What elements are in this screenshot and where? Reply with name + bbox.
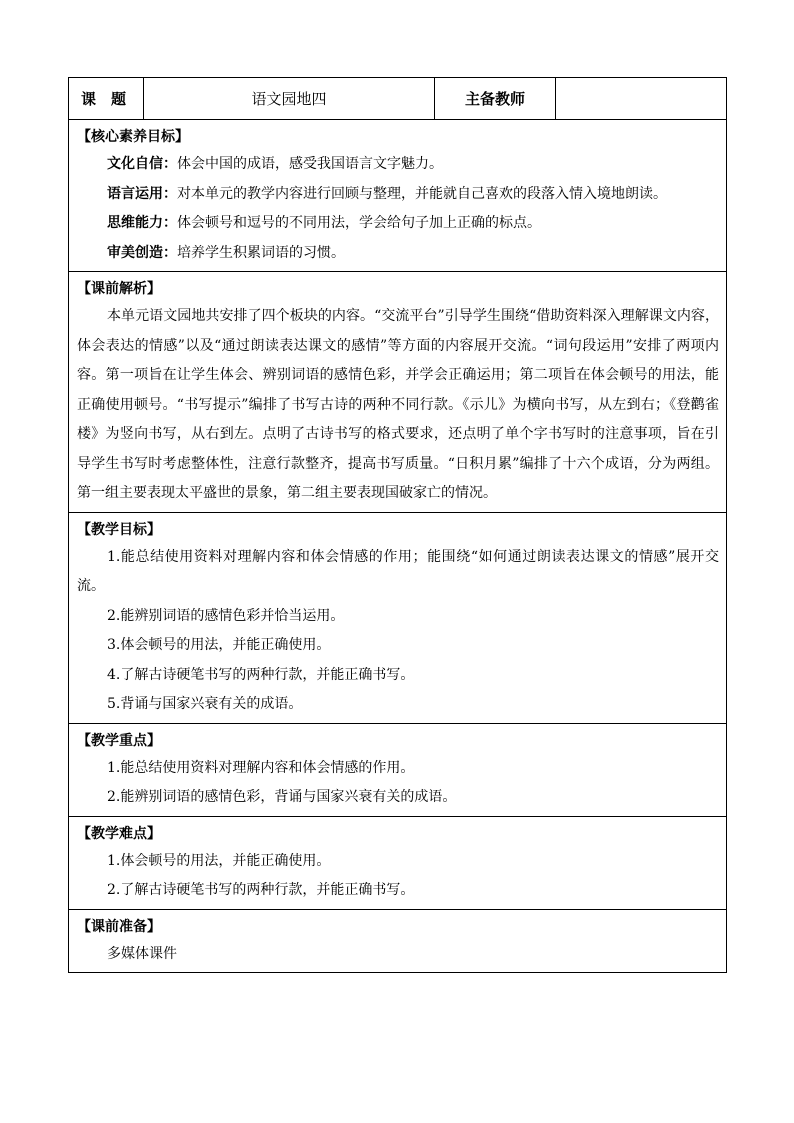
preparation-section — [69, 909, 727, 973]
teacher-value — [556, 78, 727, 120]
key-points-section — [69, 723, 727, 816]
key-point-item: 1.能总结使用资料对理解内容和体会情感的作用。 — [107, 759, 415, 776]
preparation-text: 多媒体课件 — [107, 945, 177, 962]
core-goal-label: 语言运用： — [107, 185, 177, 202]
analysis-section — [69, 272, 727, 513]
core-goal-item — [77, 209, 719, 239]
objectives-title: 【教学目标】 — [77, 521, 161, 538]
objective-item: 3.体会顿号的用法，并能正确使用。 — [107, 637, 331, 653]
key-point-item: 2.能辨别词语的感情色彩，背诵与国家兴衰有关的成语。 — [107, 789, 457, 805]
objective-item: 5.背诵与国家兴衰有关的成语。 — [107, 696, 303, 712]
core-goal-text: 对本单元的教学内容进行回顾与整理，并能就自己喜欢的段落入情入境地朗读。 — [177, 185, 667, 202]
objective-item: 4.了解古诗硬笔书写的两种行款，并能正确书写。 — [107, 666, 415, 683]
objective-item: 1.能总结使用资料对理解内容和体会情感的作用；能围绕“如何通过朗读表达课文的情感”展开交流。 — [77, 548, 719, 594]
difficulty-item: 2.了解古诗硬笔书写的两种行款，并能正确书写。 — [107, 882, 415, 898]
core-goal-label: 文化自信： — [107, 156, 177, 172]
preparation-title: 【课前准备】 — [77, 918, 161, 935]
objectives-row — [69, 512, 727, 723]
core-goal-text: 体会顿号和逗号的不同用法，学会给句子加上正确的标点。 — [177, 215, 541, 231]
core-goal-label: 思维能力： — [107, 215, 177, 231]
core-goal-text: 培养学生积累词语的习惯。 — [177, 244, 345, 261]
core-goal-text: 体会中国的成语，感受我国语言文字魅力。 — [177, 156, 443, 172]
core-goal-label: 审美创造： — [107, 244, 177, 261]
core-goal-item — [77, 180, 719, 210]
key-points-row — [69, 723, 727, 816]
analysis-text: 本单元语文园地共安排了四个板块的内容。“交流平台”引导学生围绕“借助资料深入理解课文内容，体会表达的情感”以及“通过朗读表达课文的感情”等方面的内容展开交流。“词句段运用”安排了两项内容。第一项旨在让学生体会、辨别词语的感情色彩，并学会正确运用；第二项旨在体会顿号的用法，能正确使用顿号。“书写提示”编排了书写古诗的两种不同行款。《示儿》为横向书写，从左到右；《登鹳雀楼》为竖向书写，从右到左。点明了古诗书写的格式要求，还点明了单个字书写时的注意事项，旨在引导学生书写时考虑整体性，注意行款整齐，提高书写质量。“日积月累”编排了十六个成语，分为两组。第一组主要表现太平盛世的景象，第二组主要表现国破家亡的情况。 — [77, 308, 719, 501]
analysis-title: 【课前解析】 — [77, 281, 161, 297]
key-points-title: 【教学重点】 — [77, 732, 161, 749]
teacher-label: 主备教师 — [435, 78, 556, 120]
topic-label: 课 题 — [69, 78, 144, 120]
core-goals-row — [69, 120, 727, 272]
objectives-section — [69, 512, 727, 723]
core-goals-title: 【核心素养目标】 — [77, 129, 189, 145]
objective-item: 2.能辨别词语的感情色彩并恰当运用。 — [107, 607, 345, 624]
header-row — [69, 78, 727, 120]
analysis-row — [69, 272, 727, 513]
difficulty-item: 1.体会顿号的用法，并能正确使用。 — [107, 852, 331, 869]
difficulties-section — [69, 816, 727, 909]
core-goal-item — [77, 150, 719, 180]
topic-value: 语文园地四 — [144, 78, 435, 120]
core-goal-item — [77, 239, 719, 269]
lesson-plan-table — [68, 77, 727, 973]
difficulties-row — [69, 816, 727, 909]
difficulties-title: 【教学难点】 — [77, 825, 161, 842]
core-goals-section — [69, 120, 727, 272]
preparation-row — [69, 909, 727, 973]
